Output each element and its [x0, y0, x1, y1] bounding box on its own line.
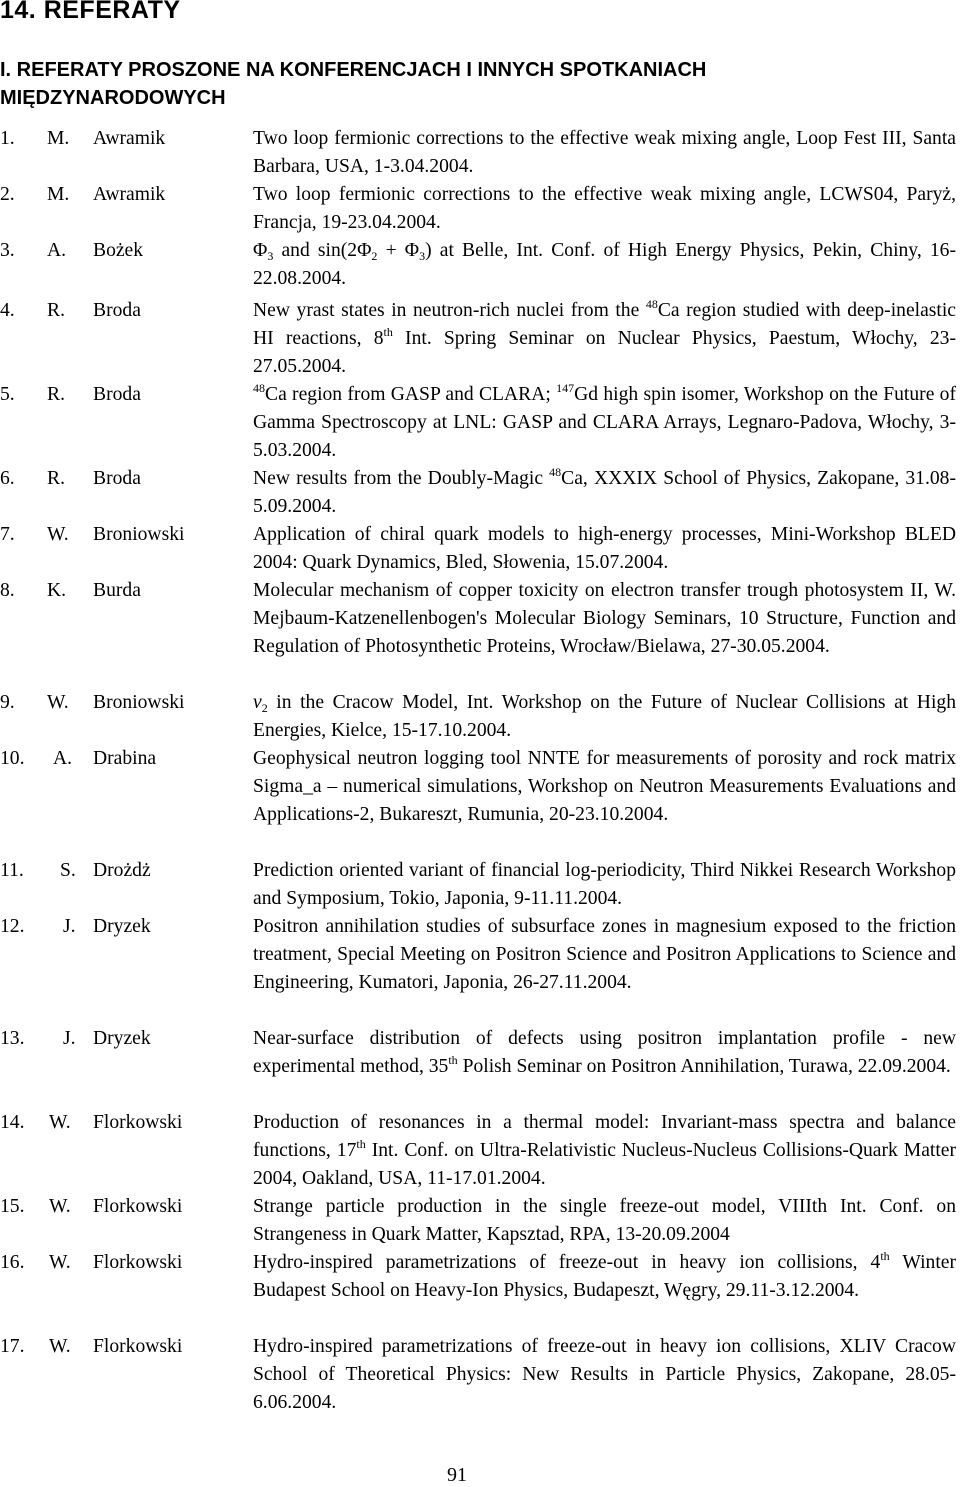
ref-number: 8.: [0, 580, 15, 601]
ref-initial: W.: [49, 1336, 71, 1357]
ref-number: 4.: [0, 300, 15, 321]
ref-text: $^{48}$Ca region from GASP and CLARA; $^{147}$Gd high spin isomer, Workshop on the Future of Gamma Spectroscopy at LNL: GASP and CLARA Arrays, Legnaro-Padova, Włochy, 3-5.03.2004.: [253, 381, 956, 461]
ref-text: Two loop fermionic corrections to the effective weak mixing angle, Loop Fest III, Santa Barbara, USA, 1-3.04.2004.: [253, 128, 956, 177]
ref-initial: R.: [47, 468, 65, 489]
ref-author: Florkowski: [93, 1196, 183, 1217]
ref-author: Florkowski: [93, 1112, 183, 1133]
ref-text: New yrast states in neutron-rich nuclei from the $^{48}$Ca region studied with deep-inelastic HI reactions, 8th Int. Spring Seminar on Nuclear Physics, Paestum, Włochy, 23-27.05.2004.: [253, 297, 956, 377]
ref-initial: M.: [47, 128, 70, 149]
ref-number: 3.: [0, 240, 15, 261]
ref-number: 1.: [0, 128, 15, 149]
ref-number: 7.: [0, 524, 15, 545]
ref-initial: W.: [49, 1196, 71, 1217]
ref-number: 11.: [0, 860, 24, 881]
ref-author: Broniowski: [93, 692, 185, 713]
ref-author: Broda: [93, 468, 141, 489]
ref-author: Broda: [93, 384, 141, 405]
ref-author: Awramik: [93, 184, 166, 205]
ref-number: 15.: [0, 1196, 25, 1217]
ref-author: Florkowski: [93, 1336, 183, 1357]
subsection-title: I. REFERATY PROSZONE NA KONFERENCJACH I INNYCH SPOTKANIACH MIĘDZYNARODOWYCH: [0, 59, 707, 109]
ref-initial: W.: [47, 692, 69, 713]
ref-initial: R.: [47, 384, 65, 405]
ref-text: Hydro-inspired parametrizations of freeze-out in heavy ion collisions, 4th Winter Budapest School on Heavy-Ion Physics, Budapeszt, Węgry, 29.11-3.12.2004.: [253, 1249, 956, 1301]
ref-initial: A.: [47, 240, 67, 261]
ref-initial: A.: [53, 748, 73, 769]
ref-text: Prediction oriented variant of financial log-periodicity, Third Nikkei Research Workshop and Symposium, Tokio, Japonia, 9-11.11.2004.: [253, 860, 956, 909]
ref-initial: K.: [47, 580, 67, 601]
ref-number: 17.: [0, 1336, 25, 1357]
ref-author: Dryzek: [93, 1028, 151, 1049]
ref-initial: J.: [63, 916, 76, 937]
ref-text: $\Phi_3$ and $\sin(2\Phi_2 + \Phi_3)$ at Belle, Int. Conf. of High Energy Physics, Pekin, Chiny, 16-22.08.2004.: [253, 240, 956, 289]
page-number: 91: [447, 1464, 467, 1486]
ref-initial: W.: [47, 524, 69, 545]
ref-author: Florkowski: [93, 1252, 183, 1273]
ref-initial: W.: [49, 1112, 71, 1133]
ref-author: Burda: [93, 580, 141, 601]
ref-number: 5.: [0, 384, 15, 405]
ref-author: Drabina: [93, 748, 157, 769]
ref-number: 13.: [0, 1028, 25, 1049]
ref-author: Broniowski: [93, 524, 185, 545]
ref-text: Two loop fermionic corrections to the effective weak mixing angle, LCWS04, Paryż, Francja, 19-23.04.2004.: [253, 184, 956, 233]
ref-author: Dryzek: [93, 916, 151, 937]
ref-number: 12.: [0, 916, 25, 937]
ref-author: Drożdż: [93, 860, 151, 881]
ref-initial: R.: [47, 300, 65, 321]
ref-text: Near-surface distribution of defects using positron implantation profile - new experimental method, 35th Polish Seminar on Positron Annihilation, Turawa, 22.09.2004.: [253, 1028, 956, 1077]
ref-number: 16.: [0, 1252, 25, 1273]
section-title: 14. REFERATY: [0, 0, 181, 24]
ref-initial: S.: [60, 860, 76, 881]
ref-number: 6.: [0, 468, 15, 489]
ref-number: 10.: [0, 748, 25, 769]
ref-author: Bożek: [93, 240, 144, 261]
ref-author: Broda: [93, 300, 141, 321]
ref-number: 14.: [0, 1112, 25, 1133]
ref-text: New results from the Doubly-Magic $^{48}$Ca, XXXIX School of Physics, Zakopane, 31.08-5.09.2004.: [253, 465, 956, 517]
ref-text: Application of chiral quark models to high-energy processes, Mini-Workshop BLED 2004: Quark Dynamics, Bled, Słowenia, 15.07.2004.: [253, 524, 956, 573]
ref-text: Strange particle production in the single freeze-out model, VIIIth Int. Conf. on Strangeness in Quark Matter, Kapsztad, RPA, 13-20.09.2004: [253, 1196, 956, 1245]
ref-initial: J.: [63, 1028, 76, 1049]
ref-initial: W.: [49, 1252, 71, 1273]
ref-number: 2.: [0, 184, 15, 205]
ref-author: Awramik: [93, 128, 166, 149]
ref-number: 9.: [0, 692, 15, 713]
ref-text: Positron annihilation studies of subsurface zones in magnesium exposed to the friction treatment, Special Meeting on Positron Science and Positron Applications to Science and Engineering, Kumatori, Japonia, 26-27.11.2004.: [253, 916, 956, 993]
ref-text: Production of resonances in a thermal model: Invariant-mass spectra and balance functions, 17th Int. Conf. on Ultra-Relativistic Nucleus-Nucleus Collisions-Quark Matter 2004, Oakland, USA, 11-17.01.2004.: [253, 1112, 956, 1189]
ref-text: Geophysical neutron logging tool NNTE for measurements of porosity and rock matrix Sigma_a – numerical simulations, Workshop on Neutron Measurements Evaluations and Applications-2, Bukareszt, Rumunia, 20-23.10.2004.: [253, 748, 956, 825]
ref-initial: M.: [47, 184, 70, 205]
ref-text: Molecular mechanism of copper toxicity on electron transfer trough photosystem II, W. Mejbaum-Katzenellenbogen's Molecular Biology Seminars, 10 Structure, Function and Regulation of Photosynthetic Proteins, Wrocław/Bielawa, 27-30.05.2004.: [253, 580, 956, 657]
ref-text: Hydro-inspired parametrizations of freeze-out in heavy ion collisions, XLIV Cracow School of Theoretical Physics: New Results in Particle Physics, Zakopane, 28.05-6.06.2004.: [253, 1336, 956, 1413]
ref-text: $v_2$ in the Cracow Model, Int. Workshop on the Future of Nuclear Collisions at High Energies, Kielce, 15-17.10.2004.: [253, 692, 956, 741]
